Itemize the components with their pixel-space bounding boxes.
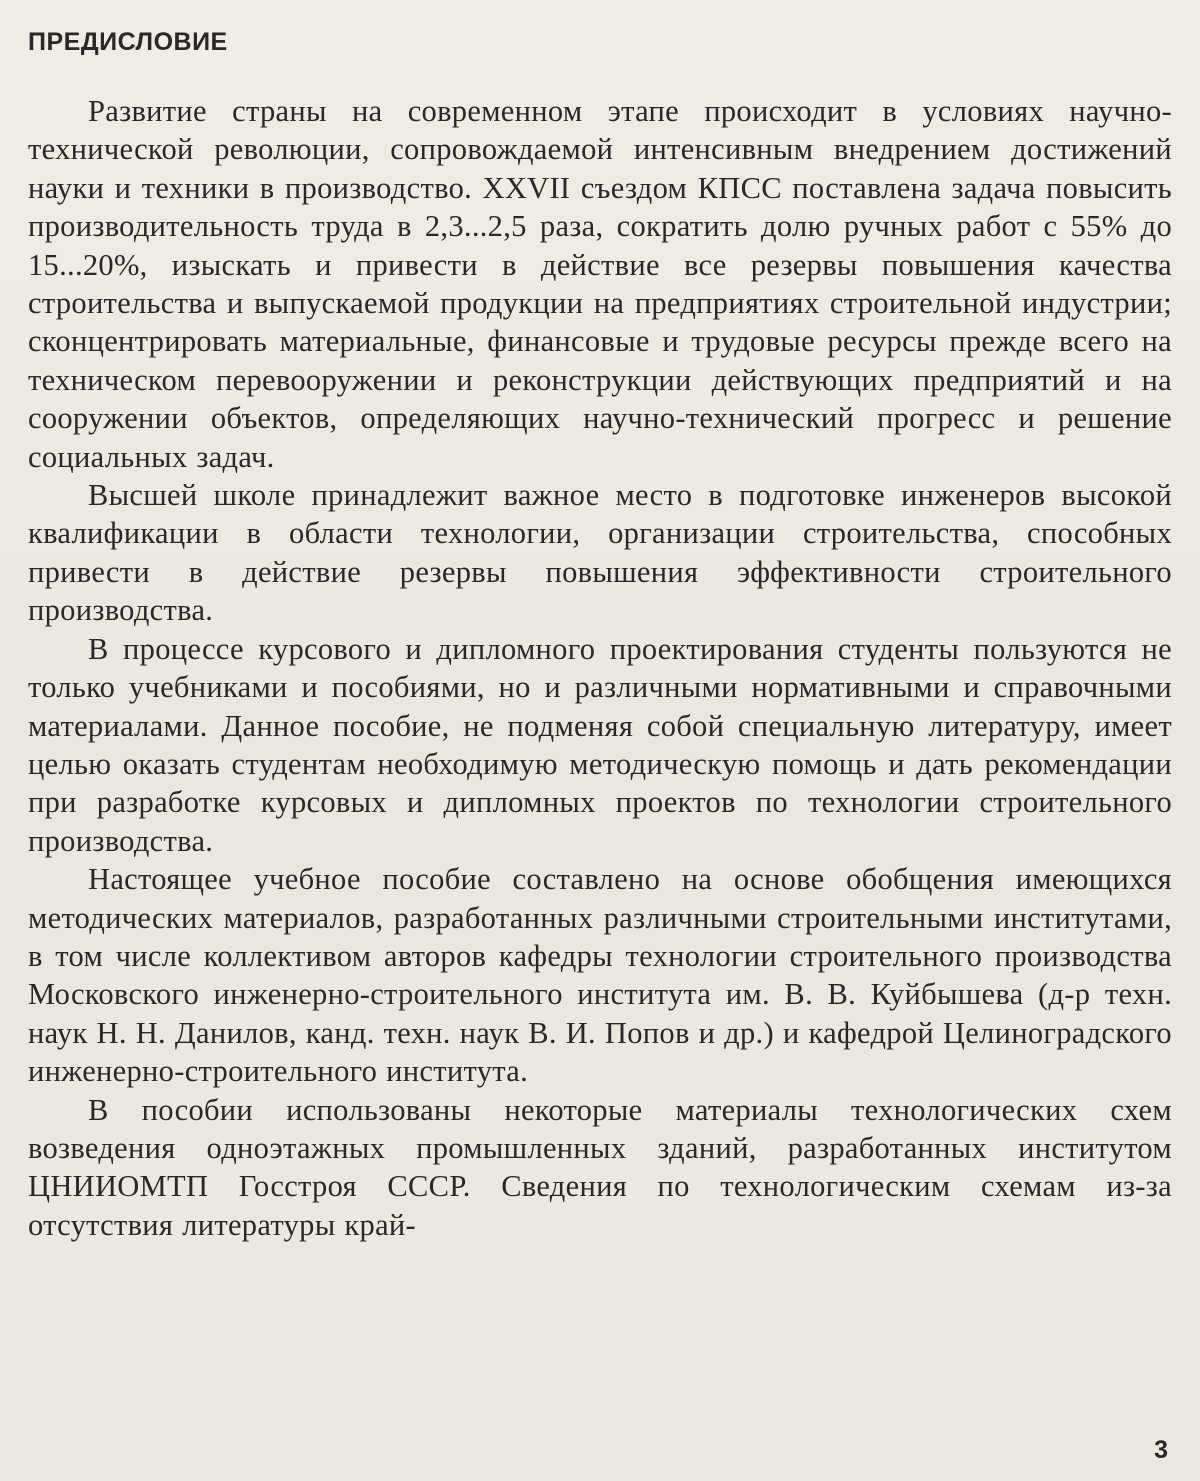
section-heading: ПРЕДИСЛОВИЕ [28,28,228,56]
paragraph-3: В процессе курсового и дипломного проектирования студенты пользуются не только учебниками и пособиями, но и различными нормативными и справочными материалами. Данное пособие, не подменяя собой специальную литературу, имеет целью оказать студентам необходимую методическую помощь и дать рекомендации при разработке курсовых и дипломных проектов по технологии строительного производства. [28,631,1172,858]
paragraph-5: В пособии использованы некоторые материалы технологических схем возведения одноэтажных промышленных зданий, разработанных институтом ЦНИИОМТП Госстроя СССР. Сведения по технологическим схемам из-за отсутствия литературы край- [28,1092,1172,1242]
paragraph-4: Настоящее учебное пособие составлено на основе обобщения имеющихся методических материалов, разработанных различными строительными институтами, в том числе коллективом авторов кафедры технологии строительного производства Московского инженерно-строительного института им. В. В. Куйбышева (д-р техн. наук Н. Н. Данилов, канд. техн. наук В. И. Попов и др.) и кафедрой Целиноградского инженерно-строительного института. [28,862,1172,1089]
paragraph-1: Развитие страны на современном этапе происходит в условиях научно-технической революции, сопровождаемой интенсивным внедрением достижений науки и техники в производство. XXVII съездом КПСС поставлена задача повысить производительность труда в 2,3...2,5 раза, сократить долю ручных работ с 55% до 15...20%, изыскать и привести в действие все резервы повышения качества строительства и выпускаемой продукции на предприятиях строительной индустрии; сконцентрировать материальные, финансовые и трудовые ресурсы прежде всего на техническом перевооружении и реконструкции действующих предприятий и на сооружении объектов, определяющих научно-технический прогресс и решение социальных задач. [28,94,1172,474]
page-number: 3 [1154,1436,1168,1464]
paragraph-2: Высшей школе принадлежит важное место в подготовке инженеров высокой квалификации в области технологии, организации строительства, способных привести в действие резервы повышения эффективности строительного производства. [28,478,1172,628]
page-content [28,22,1172,1244]
